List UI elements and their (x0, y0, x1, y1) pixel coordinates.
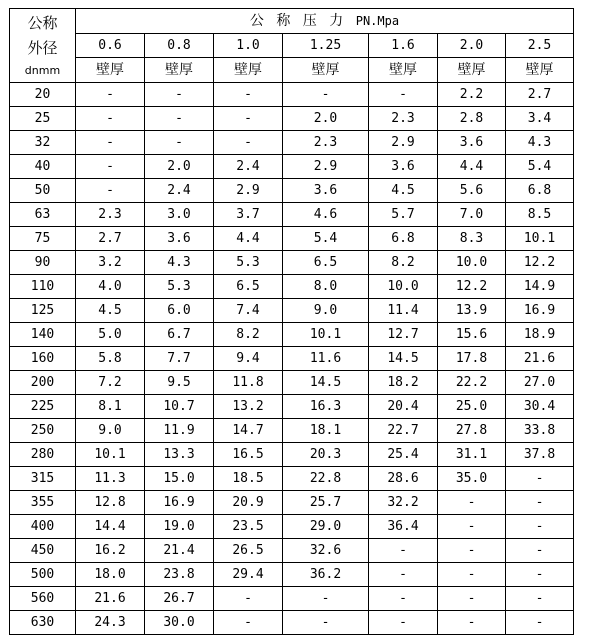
wall-thickness-cell: 21.6 (76, 587, 145, 611)
wall-thickness-cell: 18.2 (369, 371, 438, 395)
wall-thickness-cell: 2.0 (145, 155, 214, 179)
wall-thickness-cell: 10.1 (76, 443, 145, 467)
wall-thickness-cell: 14.9 (506, 275, 574, 299)
wall-thickness-cell: 4.4 (214, 227, 283, 251)
wall-thickness-cell: 2.4 (145, 179, 214, 203)
table-row (10, 395, 574, 419)
wall-thickness-cell: - (438, 539, 506, 563)
wall-thickness-cell: 11.4 (369, 299, 438, 323)
pressure-header-cell: 2.5 (506, 34, 574, 58)
outer-diameter-cell: 25 (10, 107, 76, 131)
pressure-header-cell: 1.6 (369, 34, 438, 58)
wall-thickness-cell: 3.6 (438, 131, 506, 155)
wall-thickness-cell: 20.9 (214, 491, 283, 515)
wall-thickness-cell: 8.1 (76, 395, 145, 419)
outer-diameter-cell: 560 (10, 587, 76, 611)
table-row (10, 203, 574, 227)
wall-thickness-cell: 4.4 (438, 155, 506, 179)
wall-thickness-cell: 4.3 (145, 251, 214, 275)
wall-thickness-cell: - (214, 83, 283, 107)
wall-thickness-cell: - (369, 563, 438, 587)
wall-thickness-cell: 29.4 (214, 563, 283, 587)
outer-diameter-cell: 32 (10, 131, 76, 155)
wall-thickness-cell: 18.5 (214, 467, 283, 491)
pressure-header-cell: 1.25 (283, 34, 369, 58)
wall-thickness-cell: 5.6 (438, 179, 506, 203)
wall-thickness-cell: 3.6 (145, 227, 214, 251)
wall-thickness-cell: 7.0 (438, 203, 506, 227)
wall-thickness-cell: 4.3 (506, 131, 574, 155)
wall-thickness-cell: 6.7 (145, 323, 214, 347)
outer-diameter-cell: 280 (10, 443, 76, 467)
wall-thickness-cell: 4.6 (283, 203, 369, 227)
outer-diameter-cell: 20 (10, 83, 76, 107)
wall-thickness-cell: 26.5 (214, 539, 283, 563)
wall-thickness-cell: 16.3 (283, 395, 369, 419)
wall-thickness-cell: 2.0 (283, 107, 369, 131)
wall-thickness-cell: 18.1 (283, 419, 369, 443)
wall-thickness-cell: 35.0 (438, 467, 506, 491)
table-row (10, 131, 574, 155)
outer-diameter-cell: 40 (10, 155, 76, 179)
wall-thickness-cell: - (506, 611, 574, 635)
wall-thickness-cell: 7.2 (76, 371, 145, 395)
wall-thickness-cell: 12.8 (76, 491, 145, 515)
wall-thickness-cell: 9.5 (145, 371, 214, 395)
wall-thickness-cell: 27.8 (438, 419, 506, 443)
wall-thickness-cell: 19.0 (145, 515, 214, 539)
wall-thickness-cell: 32.6 (283, 539, 369, 563)
wall-thickness-cell: 10.0 (438, 251, 506, 275)
wall-thickness-header-cell: 壁厚 (76, 58, 145, 83)
table-row (10, 155, 574, 179)
wall-thickness-cell: - (145, 83, 214, 107)
wall-thickness-cell: 2.4 (214, 155, 283, 179)
wall-thickness-cell: 8.2 (369, 251, 438, 275)
wall-thickness-cell: - (283, 83, 369, 107)
wall-thickness-cell: 5.8 (76, 347, 145, 371)
outer-diameter-cell: 140 (10, 323, 76, 347)
wall-thickness-cell: 12.2 (506, 251, 574, 275)
table-row (10, 251, 574, 275)
wall-thickness-cell: 11.9 (145, 419, 214, 443)
wall-thickness-cell: - (506, 587, 574, 611)
wall-thickness-cell: 3.4 (506, 107, 574, 131)
wall-thickness-cell: 32.2 (369, 491, 438, 515)
wall-thickness-cell: 37.8 (506, 443, 574, 467)
table-row (10, 371, 574, 395)
wall-thickness-cell: - (214, 107, 283, 131)
wall-thickness-cell: 9.0 (283, 299, 369, 323)
outer-diameter-cell: 125 (10, 299, 76, 323)
table-row (10, 563, 574, 587)
wall-thickness-cell: 8.5 (506, 203, 574, 227)
nominal-pressure-unit: PN.Mpa (355, 14, 400, 28)
wall-thickness-cell: 10.1 (283, 323, 369, 347)
wall-thickness-cell: 29.0 (283, 515, 369, 539)
wall-thickness-cell: 5.4 (506, 155, 574, 179)
table-row (10, 299, 574, 323)
wall-thickness-cell: 23.8 (145, 563, 214, 587)
wall-thickness-cell: 13.3 (145, 443, 214, 467)
wall-thickness-cell: 9.0 (76, 419, 145, 443)
wall-thickness-cell: 10.1 (506, 227, 574, 251)
wall-thickness-cell: 14.5 (369, 347, 438, 371)
wall-thickness-cell: 2.9 (283, 155, 369, 179)
wall-thickness-cell: 27.0 (506, 371, 574, 395)
wall-thickness-cell: 6.5 (283, 251, 369, 275)
wall-thickness-cell: - (506, 539, 574, 563)
corner-label-line1: 公称 (27, 13, 58, 32)
wall-thickness-cell: - (438, 563, 506, 587)
table-row (10, 419, 574, 443)
wall-thickness-cell: 18.9 (506, 323, 574, 347)
wall-thickness-cell: 2.7 (76, 227, 145, 251)
wall-thickness-cell: 16.2 (76, 539, 145, 563)
wall-thickness-cell: 2.2 (438, 83, 506, 107)
outer-diameter-cell: 315 (10, 467, 76, 491)
wall-thickness-cell: 22.8 (283, 467, 369, 491)
wall-thickness-cell: 18.0 (76, 563, 145, 587)
wall-thickness-cell: - (145, 131, 214, 155)
wall-thickness-cell: 2.3 (369, 107, 438, 131)
wall-thickness-cell: 33.8 (506, 419, 574, 443)
wall-thickness-cell: 8.3 (438, 227, 506, 251)
wall-thickness-cell: 31.1 (438, 443, 506, 467)
wall-thickness-cell: 11.8 (214, 371, 283, 395)
pipe-wall-thickness-table (9, 8, 574, 635)
wall-thickness-cell: 11.6 (283, 347, 369, 371)
outer-diameter-cell: 75 (10, 227, 76, 251)
wall-thickness-cell: 25.4 (369, 443, 438, 467)
outer-diameter-cell: 50 (10, 179, 76, 203)
wall-thickness-cell: 22.2 (438, 371, 506, 395)
wall-thickness-cell: - (369, 587, 438, 611)
wall-thickness-cell: - (506, 515, 574, 539)
wall-thickness-cell: 8.2 (214, 323, 283, 347)
outer-diameter-cell: 63 (10, 203, 76, 227)
wall-thickness-cell: 16.9 (506, 299, 574, 323)
wall-thickness-cell: - (506, 467, 574, 491)
nominal-diameter-header (10, 9, 76, 83)
wall-thickness-cell: 24.3 (76, 611, 145, 635)
outer-diameter-cell: 630 (10, 611, 76, 635)
wall-thickness-cell: - (369, 539, 438, 563)
wall-thickness-cell: 5.7 (369, 203, 438, 227)
wall-thickness-cell: - (76, 155, 145, 179)
wall-thickness-cell: 20.4 (369, 395, 438, 419)
wall-thickness-header-cell: 壁厚 (283, 58, 369, 83)
wall-thickness-cell: 21.6 (506, 347, 574, 371)
table-row (10, 107, 574, 131)
wall-thickness-cell: - (76, 83, 145, 107)
wall-thickness-cell: - (369, 611, 438, 635)
table-row (10, 275, 574, 299)
table-row (10, 587, 574, 611)
wall-thickness-cell: 13.2 (214, 395, 283, 419)
table-row (10, 443, 574, 467)
pressure-header-cell: 2.0 (438, 34, 506, 58)
wall-thickness-cell: 21.4 (145, 539, 214, 563)
wall-thickness-cell: 30.0 (145, 611, 214, 635)
wall-thickness-cell: 6.0 (145, 299, 214, 323)
outer-diameter-cell: 500 (10, 563, 76, 587)
wall-thickness-cell: 6.8 (506, 179, 574, 203)
outer-diameter-cell: 250 (10, 419, 76, 443)
wall-thickness-cell: 7.7 (145, 347, 214, 371)
wall-thickness-cell: - (214, 587, 283, 611)
wall-thickness-cell: 26.7 (145, 587, 214, 611)
pressure-header-cell: 0.6 (76, 34, 145, 58)
wall-thickness-cell: 15.0 (145, 467, 214, 491)
wall-thickness-cell: 3.7 (214, 203, 283, 227)
wall-thickness-cell: - (438, 515, 506, 539)
wall-thickness-cell: 15.6 (438, 323, 506, 347)
wall-thickness-cell: 14.4 (76, 515, 145, 539)
table-row (10, 227, 574, 251)
table-row (10, 467, 574, 491)
wall-thickness-cell: 14.5 (283, 371, 369, 395)
wall-thickness-cell: - (438, 611, 506, 635)
outer-diameter-cell: 90 (10, 251, 76, 275)
wall-thickness-cell: 13.9 (438, 299, 506, 323)
corner-label-unit: dnmm (24, 63, 61, 77)
table-row (10, 539, 574, 563)
wall-thickness-cell: - (145, 107, 214, 131)
wall-thickness-cell: 22.7 (369, 419, 438, 443)
wall-thickness-cell: - (506, 563, 574, 587)
outer-diameter-cell: 200 (10, 371, 76, 395)
wall-thickness-cell: 20.3 (283, 443, 369, 467)
wall-thickness-cell: 3.2 (76, 251, 145, 275)
wall-thickness-cell: 2.3 (283, 131, 369, 155)
wall-thickness-cell: - (283, 611, 369, 635)
wall-thickness-cell: 5.4 (283, 227, 369, 251)
wall-thickness-cell: 4.0 (76, 275, 145, 299)
pressure-header-cell: 0.8 (145, 34, 214, 58)
wall-thickness-cell: 25.0 (438, 395, 506, 419)
wall-thickness-cell: 3.6 (283, 179, 369, 203)
wall-thickness-cell: 6.8 (369, 227, 438, 251)
outer-diameter-cell: 225 (10, 395, 76, 419)
outer-diameter-cell: 450 (10, 539, 76, 563)
header-row-pressures (10, 34, 574, 58)
wall-thickness-cell: 4.5 (369, 179, 438, 203)
wall-thickness-cell: 36.4 (369, 515, 438, 539)
wall-thickness-cell: - (369, 83, 438, 107)
wall-thickness-cell: 28.6 (369, 467, 438, 491)
table-row (10, 611, 574, 635)
wall-thickness-cell: 2.7 (506, 83, 574, 107)
wall-thickness-cell: - (76, 131, 145, 155)
wall-thickness-cell: - (438, 587, 506, 611)
table-row (10, 347, 574, 371)
pressure-header-cell: 1.0 (214, 34, 283, 58)
wall-thickness-cell: 30.4 (506, 395, 574, 419)
wall-thickness-cell: - (76, 107, 145, 131)
outer-diameter-cell: 160 (10, 347, 76, 371)
wall-thickness-cell: 14.7 (214, 419, 283, 443)
table-row (10, 323, 574, 347)
header-row-pressure-title (10, 9, 574, 34)
table-row (10, 179, 574, 203)
wall-thickness-cell: 16.9 (145, 491, 214, 515)
wall-thickness-cell: - (214, 131, 283, 155)
header-row-wall-thickness (10, 58, 574, 83)
wall-thickness-cell: 2.9 (369, 131, 438, 155)
wall-thickness-cell: 6.5 (214, 275, 283, 299)
outer-diameter-cell: 110 (10, 275, 76, 299)
nominal-pressure-header (76, 9, 574, 34)
wall-thickness-header-cell: 壁厚 (438, 58, 506, 83)
wall-thickness-cell: 9.4 (214, 347, 283, 371)
wall-thickness-cell: 2.3 (76, 203, 145, 227)
wall-thickness-cell: 5.3 (214, 251, 283, 275)
wall-thickness-cell: 25.7 (283, 491, 369, 515)
wall-thickness-cell: - (76, 179, 145, 203)
wall-thickness-cell: 4.5 (76, 299, 145, 323)
table-row (10, 83, 574, 107)
wall-thickness-cell: 12.7 (369, 323, 438, 347)
outer-diameter-cell: 400 (10, 515, 76, 539)
wall-thickness-cell: 5.3 (145, 275, 214, 299)
wall-thickness-cell: 12.2 (438, 275, 506, 299)
wall-thickness-cell: - (506, 491, 574, 515)
wall-thickness-cell: 7.4 (214, 299, 283, 323)
wall-thickness-cell: - (438, 491, 506, 515)
table-row (10, 491, 574, 515)
wall-thickness-cell: 11.3 (76, 467, 145, 491)
wall-thickness-cell: 16.5 (214, 443, 283, 467)
table-row (10, 515, 574, 539)
wall-thickness-cell: - (283, 587, 369, 611)
wall-thickness-cell: - (214, 611, 283, 635)
wall-thickness-cell: 3.6 (369, 155, 438, 179)
wall-thickness-cell: 5.0 (76, 323, 145, 347)
wall-thickness-cell: 10.7 (145, 395, 214, 419)
wall-thickness-cell: 8.0 (283, 275, 369, 299)
wall-thickness-header-cell: 壁厚 (145, 58, 214, 83)
corner-label-line2: 外径 (27, 38, 58, 57)
wall-thickness-header-cell: 壁厚 (369, 58, 438, 83)
outer-diameter-cell: 355 (10, 491, 76, 515)
wall-thickness-cell: 36.2 (283, 563, 369, 587)
wall-thickness-cell: 17.8 (438, 347, 506, 371)
wall-thickness-cell: 2.8 (438, 107, 506, 131)
wall-thickness-cell: 2.9 (214, 179, 283, 203)
wall-thickness-cell: 10.0 (369, 275, 438, 299)
wall-thickness-header-cell: 壁厚 (506, 58, 574, 83)
wall-thickness-header-cell: 壁厚 (214, 58, 283, 83)
wall-thickness-cell: 3.0 (145, 203, 214, 227)
nominal-pressure-title: 公 称 压 力 (249, 13, 348, 29)
wall-thickness-cell: 23.5 (214, 515, 283, 539)
